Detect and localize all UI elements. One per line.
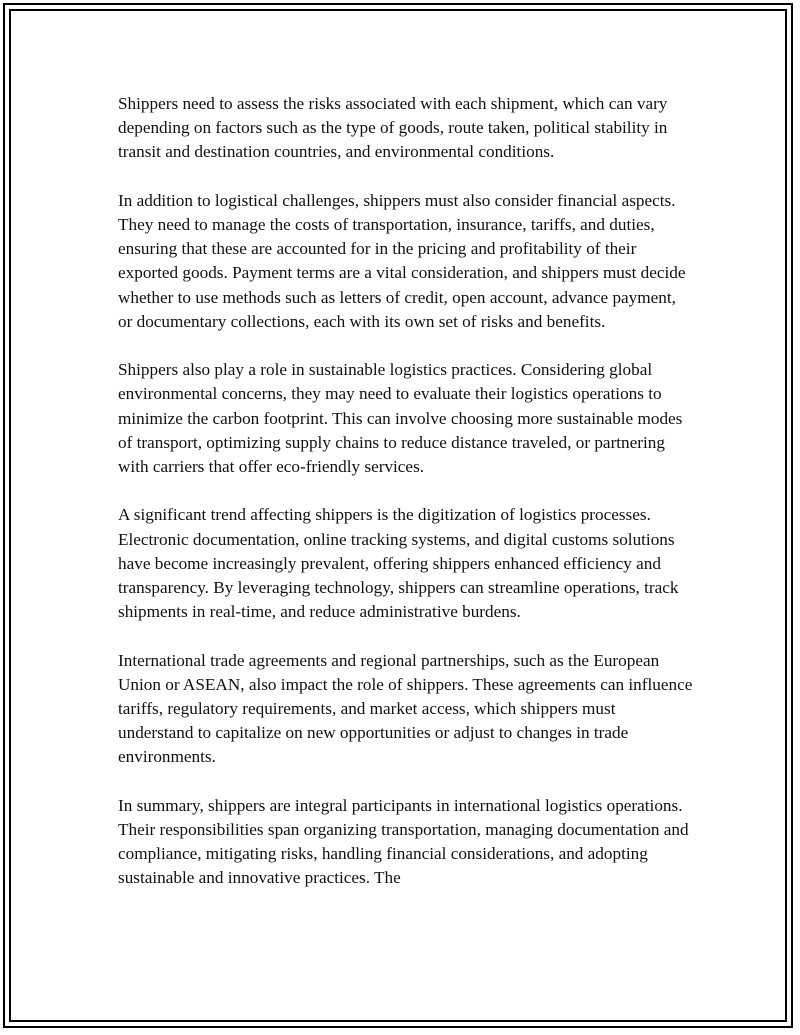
paragraph-risk-assessment: Shippers need to assess the risks associated with each shipment, which can vary depending on factors such as the type of goods, route taken, political stability in transit and destination countries, and environmental conditions.: [118, 94, 668, 162]
paragraph-financial-aspects: In addition to logistical challenges, shippers must also consider financial aspects. They need to manage the costs of transportation, insurance, tariffs, and duties, ensuring that these are accounted for in the pricing and profitability of their exported goods. Payment terms are a vital consideration, and shippers must decide whether to use methods such as letters of credit, open account, advance payment, or documentary collections, each with its own set of risks and benefits.: [118, 190, 686, 331]
paragraph-sustainable-logistics: Shippers also play a role in sustainable logistics practices. Considering global environmental concerns, they may need to evaluate their logistics operations to minimize the carbon footprint. This can involve choosing more sustainable modes of transport, optimizing supply chains to reduce distance traveled, or partnering with carriers that offer eco-friendly services.: [118, 360, 683, 477]
paragraph-trade-agreements: International trade agreements and regional partnerships, such as the European Union or ASEAN, also impact the role of shippers. These agreements can influence tariffs, regulatory requirements, and market access, which shippers must understand to capitalize on new opportunities or adjust to changes in trade environments.: [118, 650, 693, 767]
document-body: [118, 92, 693, 915]
paragraph-summary: In summary, shippers are integral participants in international logistics operations. Their responsibilities span organizing transportation, managing documentation and compliance, mitigating risks, handling financial considerations, and adopting sustainable and innovative practices. The: [118, 795, 689, 888]
paragraph-digitization: A significant trend affecting shippers is the digitization of logistics processes. Electronic documentation, online tracking systems, and digital customs solutions have become increasingly prevalent, offering shippers enhanced efficiency and transparency. By leveraging technology, shippers can streamline operations, track shipments in real-time, and reduce administrative burdens.: [118, 505, 679, 622]
